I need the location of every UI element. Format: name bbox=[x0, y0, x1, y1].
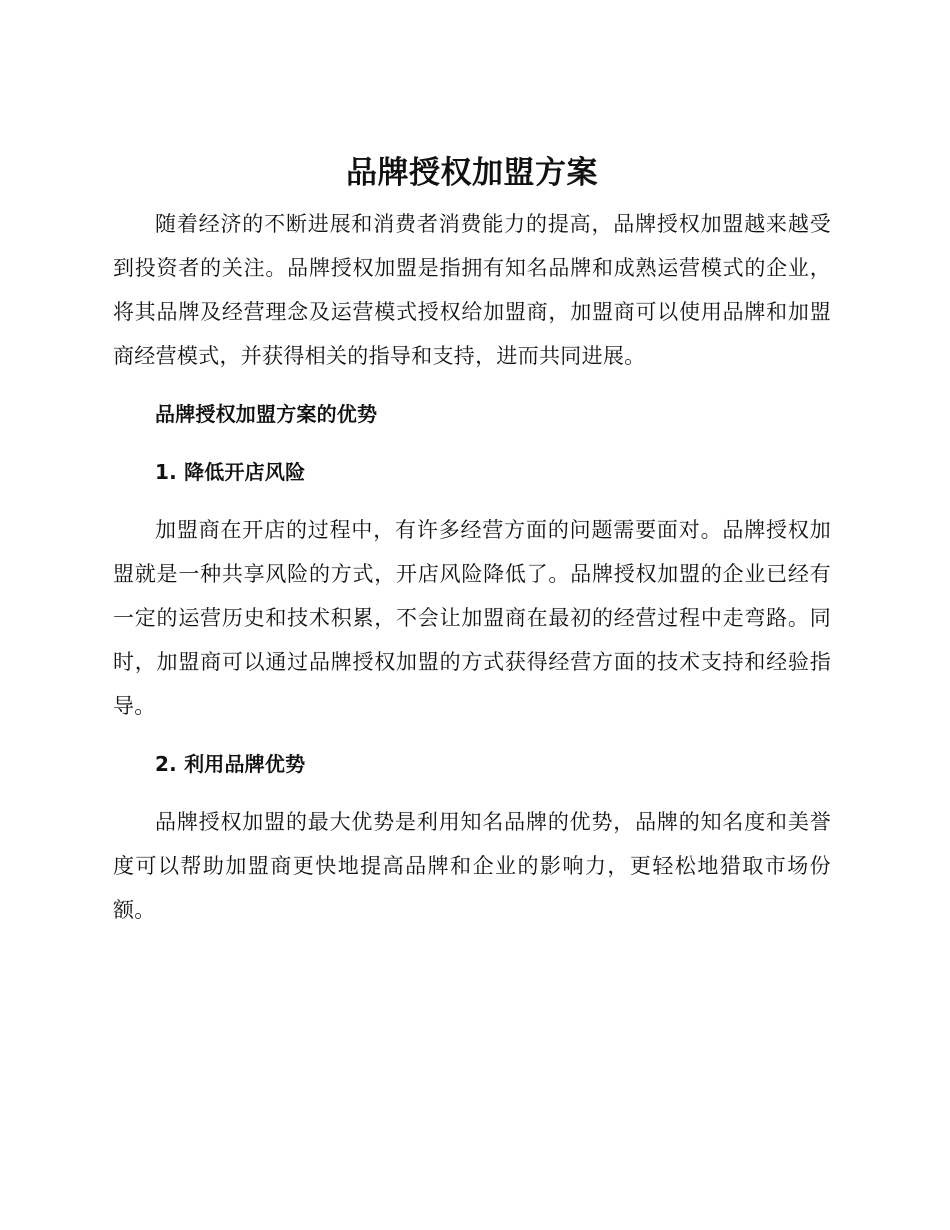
section-body-risk: 加盟商在开店的过程中，有许多经营方面的问题需要面对。品牌授权加盟就是一种共享风险的方式，开店风险降低了。品牌授权加盟的企业已经有一定的运营历史和技术积累，不会让加盟商在最初的经营过程中走弯路。同时，加盟商可以通过品牌授权加盟的方式获得经营方面的技术支持和经验指导。 bbox=[113, 518, 831, 718]
section-heading-brand: 2. 利用品牌优势 bbox=[155, 752, 306, 776]
section-heading-risk: 1. 降低开店风险 bbox=[155, 460, 306, 484]
document-content bbox=[113, 150, 831, 932]
document-title: 品牌授权加盟方案 bbox=[346, 155, 598, 191]
advantages-heading: 品牌授权加盟方案的优势 bbox=[155, 402, 378, 426]
section-body-brand: 品牌授权加盟的最大优势是利用知名品牌的优势，品牌的知名度和美誉度可以帮助加盟商更快地提高品牌和企业的影响力，更轻松地猎取市场份额。 bbox=[113, 810, 831, 922]
intro-paragraph: 随着经济的不断进展和消费者消费能力的提高，品牌授权加盟越来越受到投资者的关注。品牌授权加盟是指拥有知名品牌和成熟运营模式的企业，将其品牌及经营理念及运营模式授权给加盟商，加盟商可以使用品牌和加盟商经营模式，并获得相关的指导和支持，进而共同进展。 bbox=[113, 212, 831, 368]
